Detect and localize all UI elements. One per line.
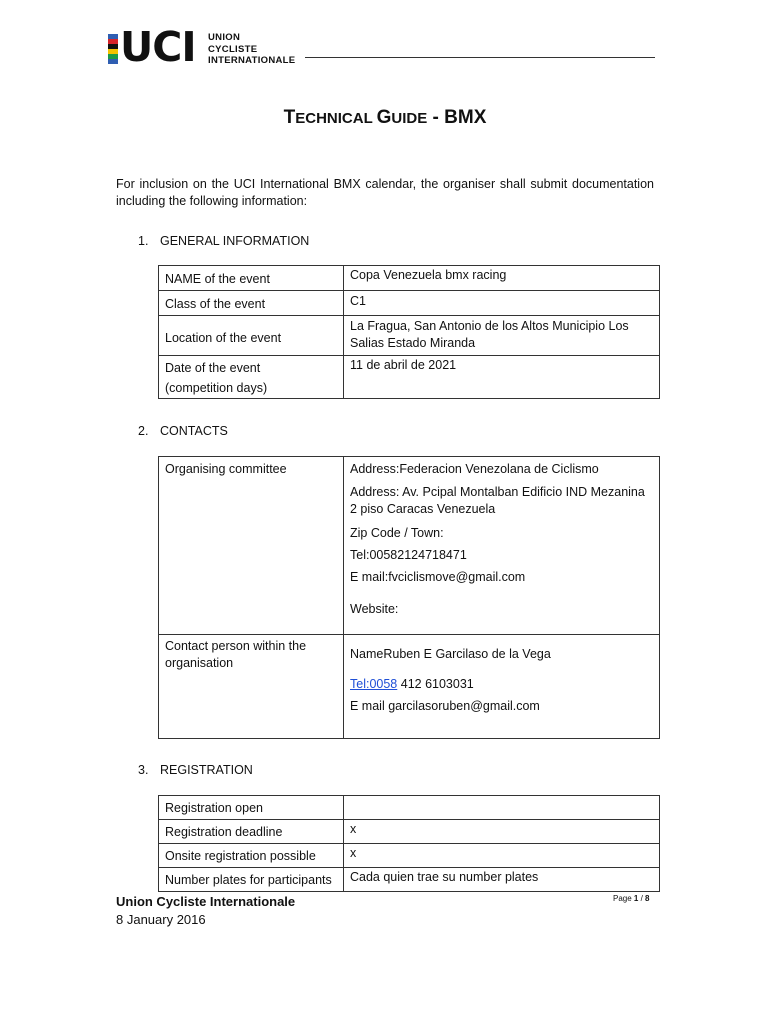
contact-name: NameRuben E Garcilaso de la Vega — [350, 647, 551, 661]
contact-person-label: Contact person within the organisation — [159, 635, 344, 739]
event-class-label: Class of the event — [159, 291, 344, 316]
contact-telephone — [350, 677, 653, 691]
telephone-number-rest: 412 6103031 — [397, 677, 474, 691]
registration-open-label: Registration open — [159, 796, 344, 820]
logo-line-3: INTERNATIONALE — [208, 55, 296, 66]
title-guide: UIDE — [391, 110, 428, 127]
org-website: Website: — [350, 602, 399, 616]
event-location-value: La Fragua, San Antonio de los Altos Municipio Los Salias Estado Miranda — [344, 316, 660, 356]
registration-deadline-label: Registration deadline — [159, 820, 344, 844]
page-separator: / — [638, 894, 646, 903]
section-registration-heading — [138, 763, 253, 777]
table-row — [159, 291, 660, 316]
logo-line-1: UNION — [208, 32, 241, 43]
footer-date: 8 January 2016 — [116, 912, 206, 927]
event-date-label-line2: (competition days) — [165, 381, 268, 395]
org-zip-town: Zip Code / Town: — [350, 526, 444, 540]
general-info-table — [158, 265, 660, 399]
org-address-1: Address:Federacion Venezolana de Ciclismo — [350, 462, 599, 476]
org-telephone: Tel:00582124718471 — [350, 548, 467, 562]
number-plates-label: Number plates for participants — [159, 868, 344, 892]
title-initial-t: T — [283, 107, 296, 128]
table-row — [159, 635, 660, 739]
section-title: CONTACTS — [160, 424, 228, 438]
table-row — [159, 457, 660, 635]
logo-wordmark — [208, 32, 295, 67]
rainbow-stripes-icon — [108, 34, 118, 64]
event-name-label: NAME of the event — [159, 266, 344, 291]
event-date-value: 11 de abril de 2021 — [344, 356, 660, 399]
contact-email: E mail garcilasoruben@gmail.com — [350, 699, 540, 713]
event-date-label-line1: Date of the event — [165, 361, 261, 375]
table-row — [159, 356, 660, 399]
onsite-registration-label: Onsite registration possible — [159, 844, 344, 868]
org-address-2: Address: Av. Pcipal Montalban Edificio IND Mezanina 2 piso Caracas Venezuela — [350, 485, 645, 516]
page-prefix: Page — [613, 894, 634, 903]
registration-deadline-value: x — [344, 820, 660, 844]
onsite-registration-value: x — [344, 844, 660, 868]
telephone-link[interactable]: Tel:0058 — [350, 677, 398, 691]
footer-organisation: Union Cycliste Internationale — [116, 894, 296, 909]
table-row — [159, 796, 660, 820]
title-initial-g: G — [376, 107, 392, 128]
title-technical: ECHNICAL — [295, 110, 377, 127]
section-number: 2. — [138, 424, 149, 438]
table-row — [159, 820, 660, 844]
section-general-heading — [138, 234, 309, 248]
section-title: REGISTRATION — [160, 763, 253, 777]
table-row — [159, 266, 660, 291]
number-plates-value: Cada quien trae su number plates — [344, 868, 660, 892]
event-date-label — [159, 356, 344, 399]
page-title — [0, 107, 770, 129]
header-divider — [305, 57, 655, 58]
table-row — [159, 316, 660, 356]
section-title: GENERAL INFORMATION — [160, 234, 310, 248]
page-total: 8 — [645, 894, 650, 903]
organising-committee-details — [344, 457, 660, 635]
section-number: 1. — [138, 234, 149, 248]
intro-paragraph: For inclusion on the UCI International BMX calendar, the organiser shall submit documentation including the following information: — [116, 177, 654, 208]
table-row — [159, 844, 660, 868]
page-number — [613, 894, 649, 903]
event-location-label: Location of the event — [159, 316, 344, 356]
registration-open-value — [344, 796, 660, 820]
event-class-value: C1 — [344, 291, 660, 316]
section-contacts-heading — [138, 424, 228, 438]
organising-committee-label: Organising committee — [159, 457, 344, 635]
event-name-value: Copa Venezuela bmx racing — [344, 266, 660, 291]
title-bmx: - BMX — [427, 107, 487, 128]
contact-person-details — [344, 635, 660, 739]
table-row — [159, 868, 660, 892]
section-number: 3. — [138, 763, 149, 777]
page-current: 1 — [633, 894, 639, 903]
uci-logo — [108, 23, 308, 71]
registration-table — [158, 795, 660, 892]
contacts-table — [158, 456, 660, 739]
logo-line-2: CYCLISTE — [208, 43, 258, 55]
org-email: E mail:fvciclismove@gmail.com — [350, 570, 526, 584]
logo-mark: UCI — [120, 23, 196, 71]
